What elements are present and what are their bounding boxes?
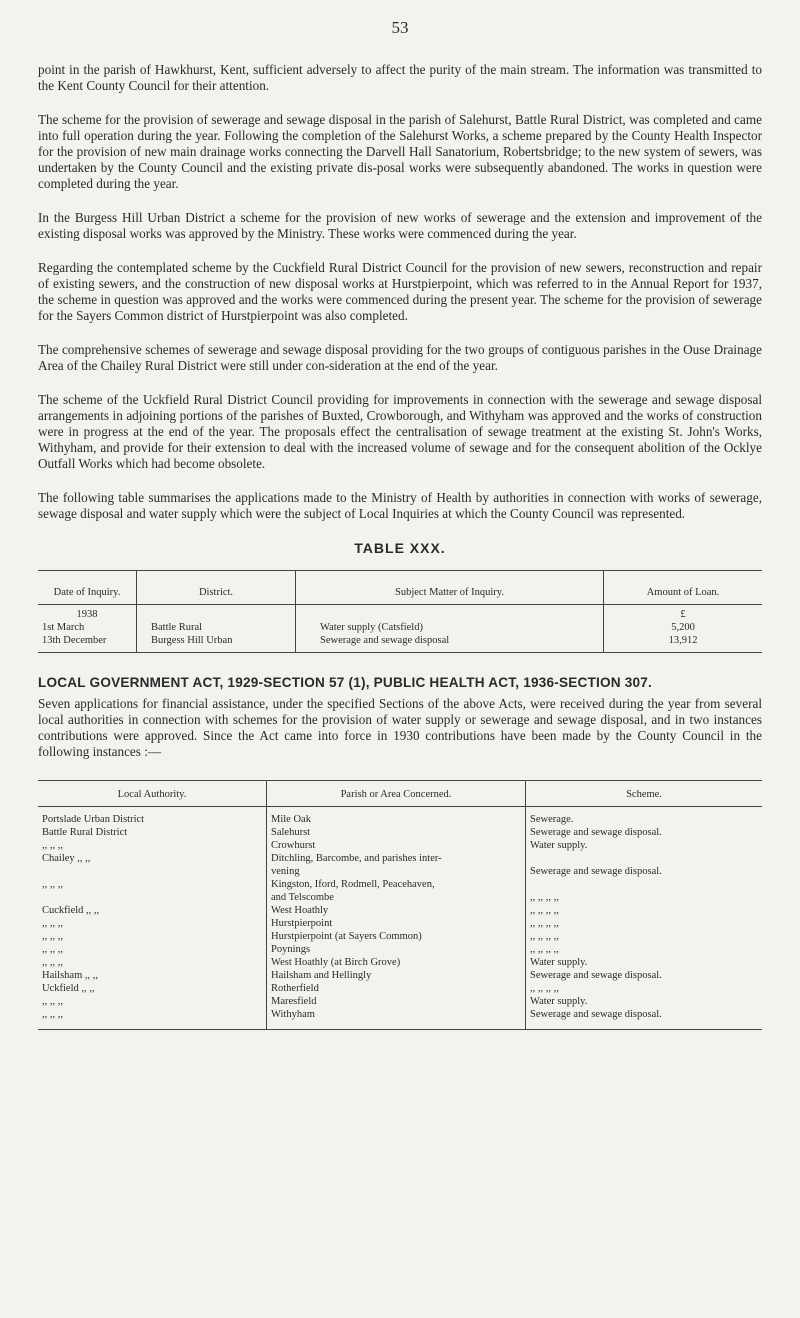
section-heading: LOCAL GOVERNMENT ACT, 1929-SECTION 57 (1), PUBLIC HEALTH ACT, 1936-SECTION 307.: [38, 675, 653, 690]
table-cell-subject: Water supply (Catsfield): [296, 621, 604, 634]
table-row: [38, 634, 762, 653]
table-cell-authority: Uckfield ,, ,,: [42, 983, 95, 994]
table-cell-district: Battle Rural: [137, 621, 296, 634]
table-cell-parish: Crowhurst: [267, 839, 526, 852]
column-header: Date of Inquiry.: [38, 571, 137, 605]
paragraph: The following table summarises the applications made to the Ministry of Health by authorities in connection with works of sewerage, sewage disposal and water supply which were the subject of Local Inquiries at which the County Council was represented.: [38, 490, 762, 521]
table-cell-parish: Kingston, Iford, Rodmell, Peacehaven,: [267, 878, 526, 891]
table-cell-scheme: ,, ,, ,, ,,: [526, 930, 763, 943]
table-title: TABLE XXX.: [354, 540, 446, 556]
table-cell-parish: West Hoathly (at Birch Grove): [267, 956, 526, 969]
table-cell-authority: ,, ,, ,,: [42, 1009, 63, 1020]
table-cell-authority: ,, ,, ,,: [42, 840, 63, 851]
table-row: [38, 956, 762, 969]
table-cell-parish: Rotherfield: [267, 982, 526, 995]
table-cell-parish: Mile Oak: [267, 807, 526, 827]
table-cell: [296, 605, 604, 622]
table-row: [38, 865, 762, 878]
table-row: [38, 982, 762, 995]
table-cell-scheme: [526, 852, 763, 865]
column-header: Amount of Loan.: [604, 571, 763, 605]
table-row: [38, 891, 762, 904]
table-row: [38, 878, 762, 891]
table-row: [38, 904, 762, 917]
table-cell-parish: Hailsham and Hellingly: [267, 969, 526, 982]
table-row: [38, 969, 762, 982]
table-cell-authority: ,, ,, ,,: [42, 996, 63, 1007]
table-cell-authority: Battle Rural District: [42, 827, 128, 838]
table-cell-date: 1st March: [42, 622, 85, 633]
table-cell-parish: and Telscombe: [267, 891, 526, 904]
table-cell-scheme: Sewerage and sewage disposal.: [526, 1008, 763, 1030]
table-cell-scheme: ,, ,, ,, ,,: [526, 982, 763, 995]
document-page: [38, 18, 762, 1030]
column-header: Local Authority.: [38, 781, 267, 807]
paragraph: point in the parish of Hawkhurst, Kent, sufficient adversely to affect the purity of the main stream. The information was transmitted to the Kent County Council for their attention.: [38, 62, 762, 93]
table-row: [38, 839, 762, 852]
paragraph: The comprehensive schemes of sewerage and sewage disposal providing for the two groups of contiguous parishes in the Ouse Drainage Area of the Chailey Rural District were still under con-sideration at the end of the year.: [38, 342, 762, 373]
table-cell-district: Burgess Hill Urban: [137, 634, 296, 653]
table-cell-scheme: Sewerage and sewage disposal.: [526, 969, 763, 982]
table-cell-scheme: ,, ,, ,, ,,: [526, 917, 763, 930]
paragraph: The scheme for the provision of sewerage and sewage disposal in the parish of Salehurst, Battle Rural District, was completed and came into full operation during the year. Following the completion of the Salehurst Works, a scheme prepared by the County Health Inspector for the provision of new main drainage works connecting the Darvell Hall Sanatorium, Robertsbridge; to the new system of sewers, was undertaken by the County Council and the existing private dis-posal works were subsequently abandoned. The works in question were completed during the year.: [38, 112, 762, 191]
paragraph: Regarding the contemplated scheme by the Cuckfield Rural District Council for the provision of new sewers, reconstruction and repair of existing sewers, and the construction of new disposal works at Hurstpierpoint, which was referred to in the Annual Report for 1937, the scheme in question was approved and the works were commenced during the present year. The scheme for the provision of sewerage for the Sayers Common district of Hurstpierpoint was also completed.: [38, 260, 762, 323]
column-header: Parish or Area Concerned.: [267, 781, 526, 807]
table-cell-authority: Chailey ,, ,,: [42, 853, 91, 864]
table-row: [38, 917, 762, 930]
table-cell-parish: Withyham: [267, 1008, 526, 1030]
table-row: [38, 852, 762, 865]
table-cell-parish: Ditchling, Barcombe, and parishes inter-: [267, 852, 526, 865]
table-cell-subject: Sewerage and sewage disposal: [296, 634, 604, 653]
table-cell-scheme: Sewerage and sewage disposal.: [526, 865, 763, 878]
paragraph: The scheme of the Uckfield Rural District Council providing for improvements in connection with the sewerage and sewage disposal arrangements in adjoining portions of the parishes of Buxted, Crowborough, and Withyham was approved and the works of construction were in progress at the end of the year. The proposals effect the centralisation of sewage treatment at the existing St. John's Works, Withyham, and provide for their extension to deal with the increased volume of sewage and for the consequent abolition of the Ocklye Outfall Works which had become obsolete.: [38, 392, 762, 471]
table-row: [38, 995, 762, 1008]
table-cell-authority: Hailsham ,, ,,: [42, 970, 98, 981]
table-row: [38, 621, 762, 634]
table-cell-amount: 5,200: [604, 621, 763, 634]
table-cell-authority: ,, ,, ,,: [42, 957, 63, 968]
column-header: Scheme.: [526, 781, 763, 807]
table-cell-scheme: Water supply.: [526, 995, 763, 1008]
table-cell-parish: Hurstpierpoint (at Sayers Common): [267, 930, 526, 943]
table-row: [38, 1008, 762, 1030]
inquiries-table: [38, 570, 762, 653]
table-cell-scheme: ,, ,, ,, ,,: [526, 904, 763, 917]
table-cell-parish: Hurstpierpoint: [267, 917, 526, 930]
table-cell-authority: [38, 865, 267, 878]
section-paragraph: Seven applications for financial assistance, under the specified Sections of the above Acts, were received during the year from several local authorities in connection with schemes for the provision of water supply or sewerage and sewage disposal, and in two instances contributions were approved. Since the Act came into force in 1930 contributions have been made by the County Council in the following instances :—: [38, 696, 762, 759]
table-cell-year: 1938: [76, 609, 98, 620]
page-number: 53: [391, 18, 409, 37]
table-row: [38, 943, 762, 956]
table-cell-parish: Poynings: [267, 943, 526, 956]
table-cell-amount: 13,912: [604, 634, 763, 653]
table-cell-authority: ,, ,, ,,: [42, 879, 63, 890]
table-cell-authority: ,, ,, ,,: [42, 931, 63, 942]
table-cell-authority: [38, 891, 267, 904]
table-row: [38, 930, 762, 943]
table-cell-parish: West Hoathly: [267, 904, 526, 917]
table-cell-scheme: ,, ,, ,, ,,: [526, 891, 763, 904]
table-cell-scheme: Water supply.: [526, 956, 763, 969]
table-row: [38, 826, 762, 839]
table-cell-authority: Cuckfield ,, ,,: [42, 905, 100, 916]
table-cell-parish: Salehurst: [267, 826, 526, 839]
table-cell-authority: Portslade Urban District: [42, 814, 145, 825]
table-cell-scheme: Sewerage.: [526, 807, 763, 827]
table-cell-scheme: [526, 878, 763, 891]
table-cell-scheme: Water supply.: [526, 839, 763, 852]
table-cell-currency: £: [604, 605, 763, 622]
table-cell-parish: vening: [267, 865, 526, 878]
table-cell: [137, 605, 296, 622]
table-cell-date: 13th December: [42, 635, 107, 646]
table-row: [38, 807, 762, 827]
table-cell-parish: Maresfield: [267, 995, 526, 1008]
paragraph: In the Burgess Hill Urban District a scheme for the provision of new works of sewerage and the extension and improvement of the existing disposal works was approved by the Ministry. These works were commenced during the year.: [38, 210, 762, 241]
table-cell-authority: ,, ,, ,,: [42, 918, 63, 929]
column-header: Subject Matter of Inquiry.: [296, 571, 604, 605]
local-authority-table: [38, 780, 762, 1030]
table-cell-authority: ,, ,, ,,: [42, 944, 63, 955]
column-header: District.: [137, 571, 296, 605]
table-cell-scheme: Sewerage and sewage disposal.: [526, 826, 763, 839]
table-cell-scheme: ,, ,, ,, ,,: [526, 943, 763, 956]
